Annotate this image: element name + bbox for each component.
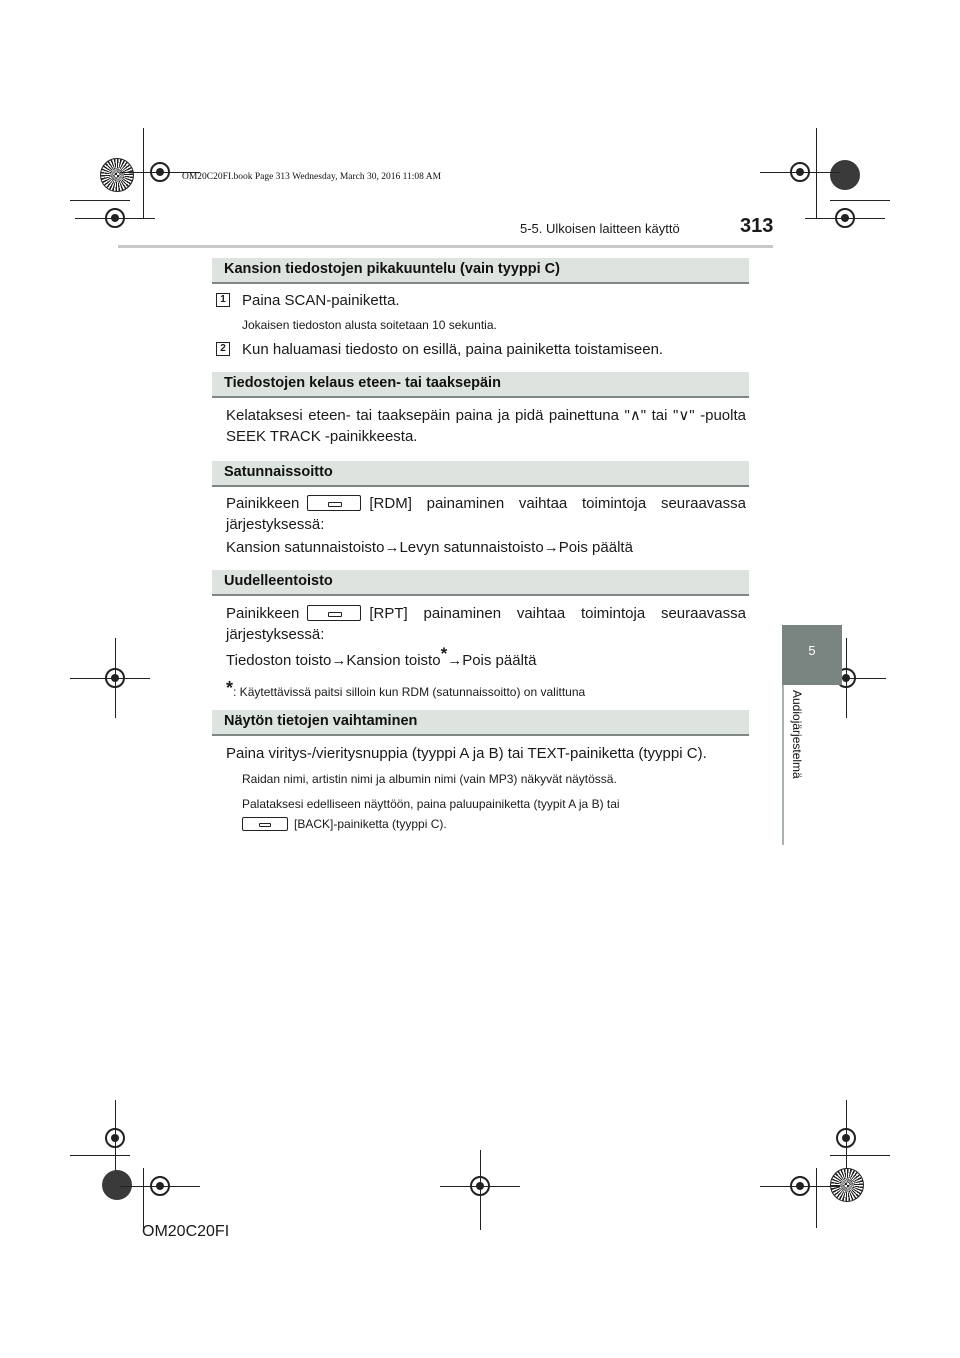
section-heading bbox=[212, 258, 749, 284]
crop-mark bbox=[830, 200, 890, 201]
step-note: Jokaisen tiedoston alusta soitetaan 10 sekuntia. bbox=[242, 318, 497, 332]
chapter-tab-number: 5 bbox=[808, 643, 816, 658]
section-heading bbox=[212, 710, 749, 736]
step-text: Paina SCAN-painiketta. bbox=[242, 292, 400, 309]
note: Raidan nimi, artistin nimi ja albumin nimi (vain MP3) näkyvät näytössä. bbox=[242, 772, 617, 786]
crop-mark bbox=[115, 1100, 116, 1180]
paragraph: Kelataksesi eteen- tai taaksepäin paina ja pidä painettuna "∧" tai "∨" -puolta SEEK TRACK -painikkeesta. bbox=[226, 407, 746, 445]
crop-mark bbox=[143, 128, 144, 218]
manual-code: OM20C20FI bbox=[142, 1223, 230, 1240]
section-heading bbox=[212, 372, 749, 398]
paragraph-text: Painikkeen bbox=[226, 605, 300, 622]
step-number-box: 2 bbox=[216, 342, 230, 356]
registration-disc-icon bbox=[102, 1170, 132, 1200]
crop-mark bbox=[846, 638, 847, 718]
note-text: [BACK]-painiketta (tyyppi C). bbox=[294, 817, 447, 831]
paragraph-text: Painikkeen bbox=[226, 495, 300, 512]
header-rule bbox=[118, 245, 773, 248]
step-number-box: 1 bbox=[216, 293, 230, 307]
paragraph bbox=[226, 493, 746, 535]
crop-mark bbox=[760, 172, 840, 173]
crop-mark bbox=[816, 128, 817, 218]
crop-mark bbox=[480, 1150, 481, 1230]
section-heading-text: Satunnaissoitto bbox=[224, 464, 333, 480]
note: Palataksesi edelliseen näyttöön, paina paluupainiketta (tyypit A ja B) tai bbox=[242, 797, 620, 811]
footnote-marker: * bbox=[440, 644, 448, 663]
registration-starburst-icon bbox=[830, 1168, 864, 1202]
section-heading bbox=[212, 570, 749, 596]
paragraph: Kansion satunnaistoisto→Levyn satunnaistoisto→Pois päältä bbox=[226, 539, 633, 556]
registration-starburst-icon bbox=[100, 158, 134, 192]
chapter-title: 5-5. Ulkoisen laitteen käyttö bbox=[520, 221, 680, 236]
paragraph-text: Tiedoston toisto→Kansion toisto bbox=[226, 652, 441, 669]
crop-mark bbox=[70, 1155, 130, 1156]
crop-mark bbox=[115, 638, 116, 718]
footnote-text: : Käytettävissä paitsi silloin kun RDM (satunnaissoitto) on valittuna bbox=[233, 685, 586, 699]
crop-mark bbox=[120, 1186, 200, 1187]
paragraph bbox=[226, 644, 537, 671]
crop-mark bbox=[760, 1186, 840, 1187]
crop-mark bbox=[805, 218, 885, 219]
registration-disc-icon bbox=[830, 160, 860, 190]
crop-mark bbox=[70, 678, 150, 679]
paragraph bbox=[226, 603, 746, 645]
chapter-tab bbox=[782, 625, 842, 685]
crop-mark bbox=[143, 1168, 144, 1228]
book-imprint: OM20C20FI.book Page 313 Wednesday, March 30, 2016 11:08 AM bbox=[182, 172, 442, 182]
footnote bbox=[226, 679, 585, 702]
paragraph-text: [RPT] painaminen vaihtaa toimintoja seuraavassa järjestyksessä: bbox=[226, 605, 746, 643]
section-heading-text: Kansion tiedostojen pikakuuntelu (vain tyyppi C) bbox=[224, 261, 560, 277]
footnote-marker: * bbox=[226, 678, 234, 698]
back-button-icon bbox=[242, 817, 288, 831]
crop-mark bbox=[75, 218, 155, 219]
step-text: Kun haluamasi tiedosto on esillä, paina painiketta toistamiseen. bbox=[242, 341, 664, 358]
note bbox=[242, 815, 447, 834]
section-heading-text: Uudelleentoisto bbox=[224, 573, 333, 589]
page-number: 313 bbox=[740, 215, 774, 237]
chapter-tab-rule bbox=[782, 685, 784, 845]
section-heading bbox=[212, 461, 749, 487]
crop-mark bbox=[830, 1155, 890, 1156]
paragraph-text: →Pois päältä bbox=[447, 652, 537, 669]
rpt-button-icon bbox=[307, 605, 361, 621]
chapter-tab-label: Audiojärjestelmä bbox=[790, 690, 804, 779]
paragraph-text: [RDM] painaminen vaihtaa toimintoja seuraavassa järjestyksessä: bbox=[226, 495, 746, 533]
section-heading-text: Tiedostojen kelaus eteen- tai taaksepäin bbox=[224, 375, 501, 391]
section-heading-text: Näytön tietojen vaihtaminen bbox=[224, 713, 418, 729]
crop-mark bbox=[70, 200, 130, 201]
rdm-button-icon bbox=[307, 495, 361, 511]
paragraph: Paina viritys-/vieritysnuppia (tyyppi A ja B) tai TEXT-painiketta (tyyppi C). bbox=[226, 745, 707, 762]
crop-mark bbox=[816, 1168, 817, 1228]
